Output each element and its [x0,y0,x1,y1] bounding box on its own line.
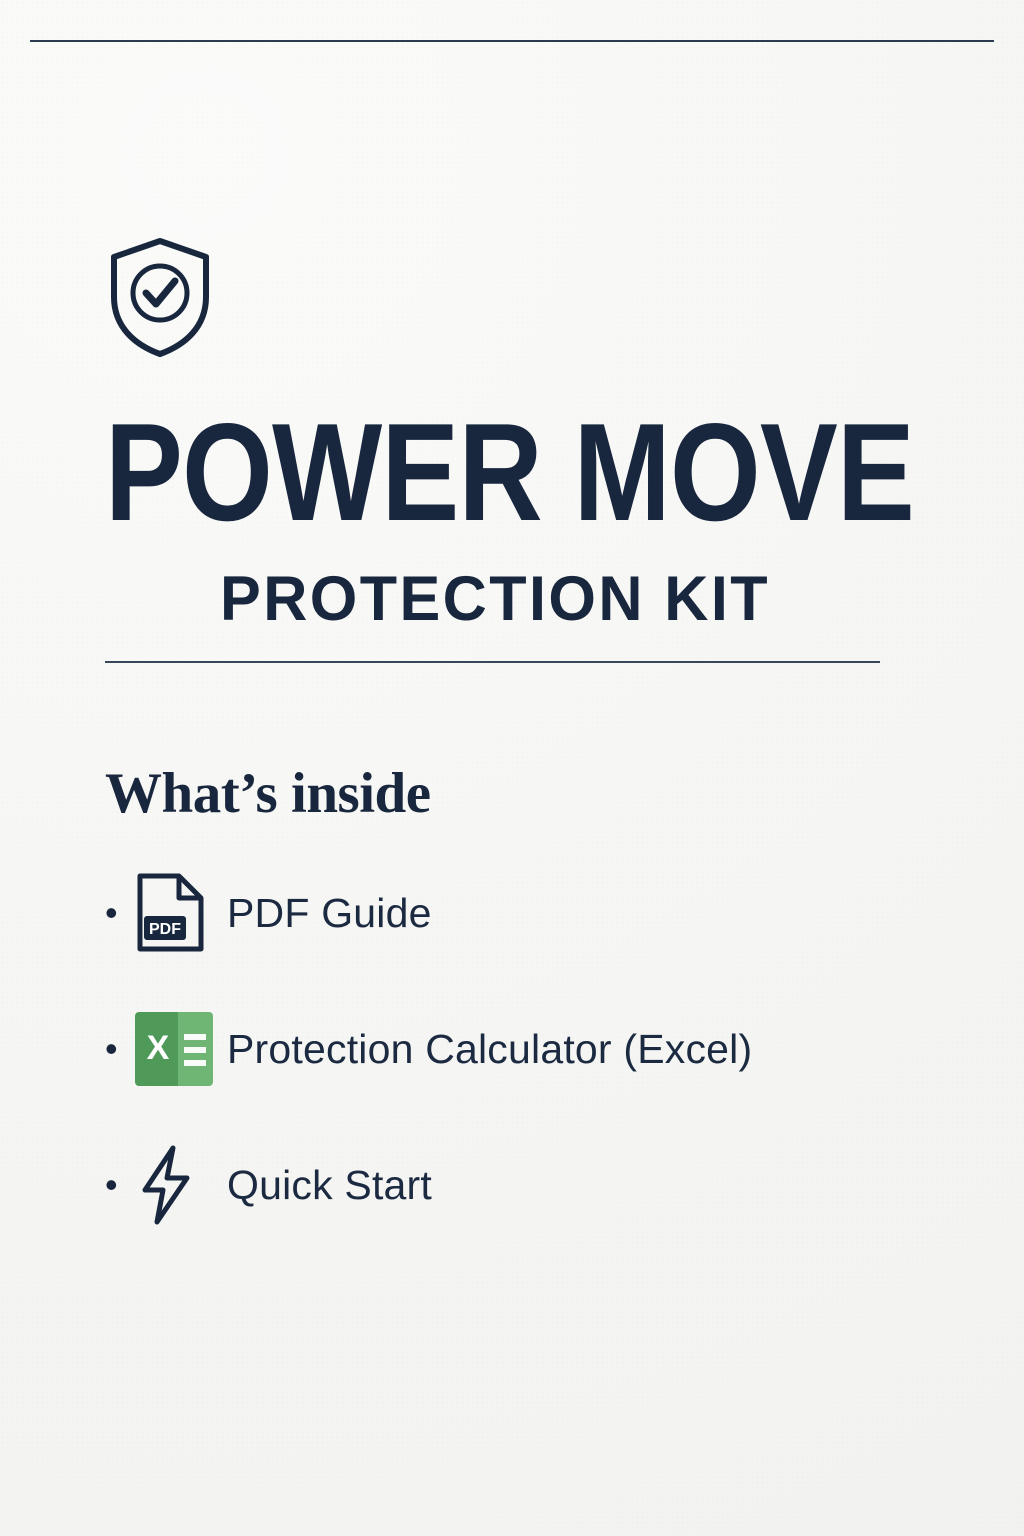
excel-icon-rows [184,1034,206,1073]
list-item-label: Protection Calculator (Excel) [227,1025,753,1072]
list-item-label: PDF Guide [227,889,432,936]
pdf-file-icon [135,872,227,954]
bullet-glyph: • [105,892,118,934]
list-item [105,878,925,948]
excel-icon-shape [135,1012,213,1086]
top-divider-rule [30,40,994,42]
page-subtitle: PROTECTION KIT [220,564,770,635]
list-item [105,1014,925,1084]
bullet-glyph: • [105,1028,118,1070]
excel-icon-letter: X [146,1029,170,1068]
list-item [105,1150,925,1220]
title-divider-rule [105,661,880,663]
lightning-bolt-icon [135,1144,227,1226]
svg-text:PDF: PDF [149,921,181,939]
contents-list [105,878,925,1220]
document-content [105,235,925,1286]
excel-file-icon [135,1012,227,1086]
shield-check-icon [105,235,215,360]
section-heading: What’s inside [105,762,431,826]
list-item-label: Quick Start [227,1161,432,1208]
page-title: POWER MOVE [105,395,914,550]
bullet-glyph: • [105,1164,118,1206]
